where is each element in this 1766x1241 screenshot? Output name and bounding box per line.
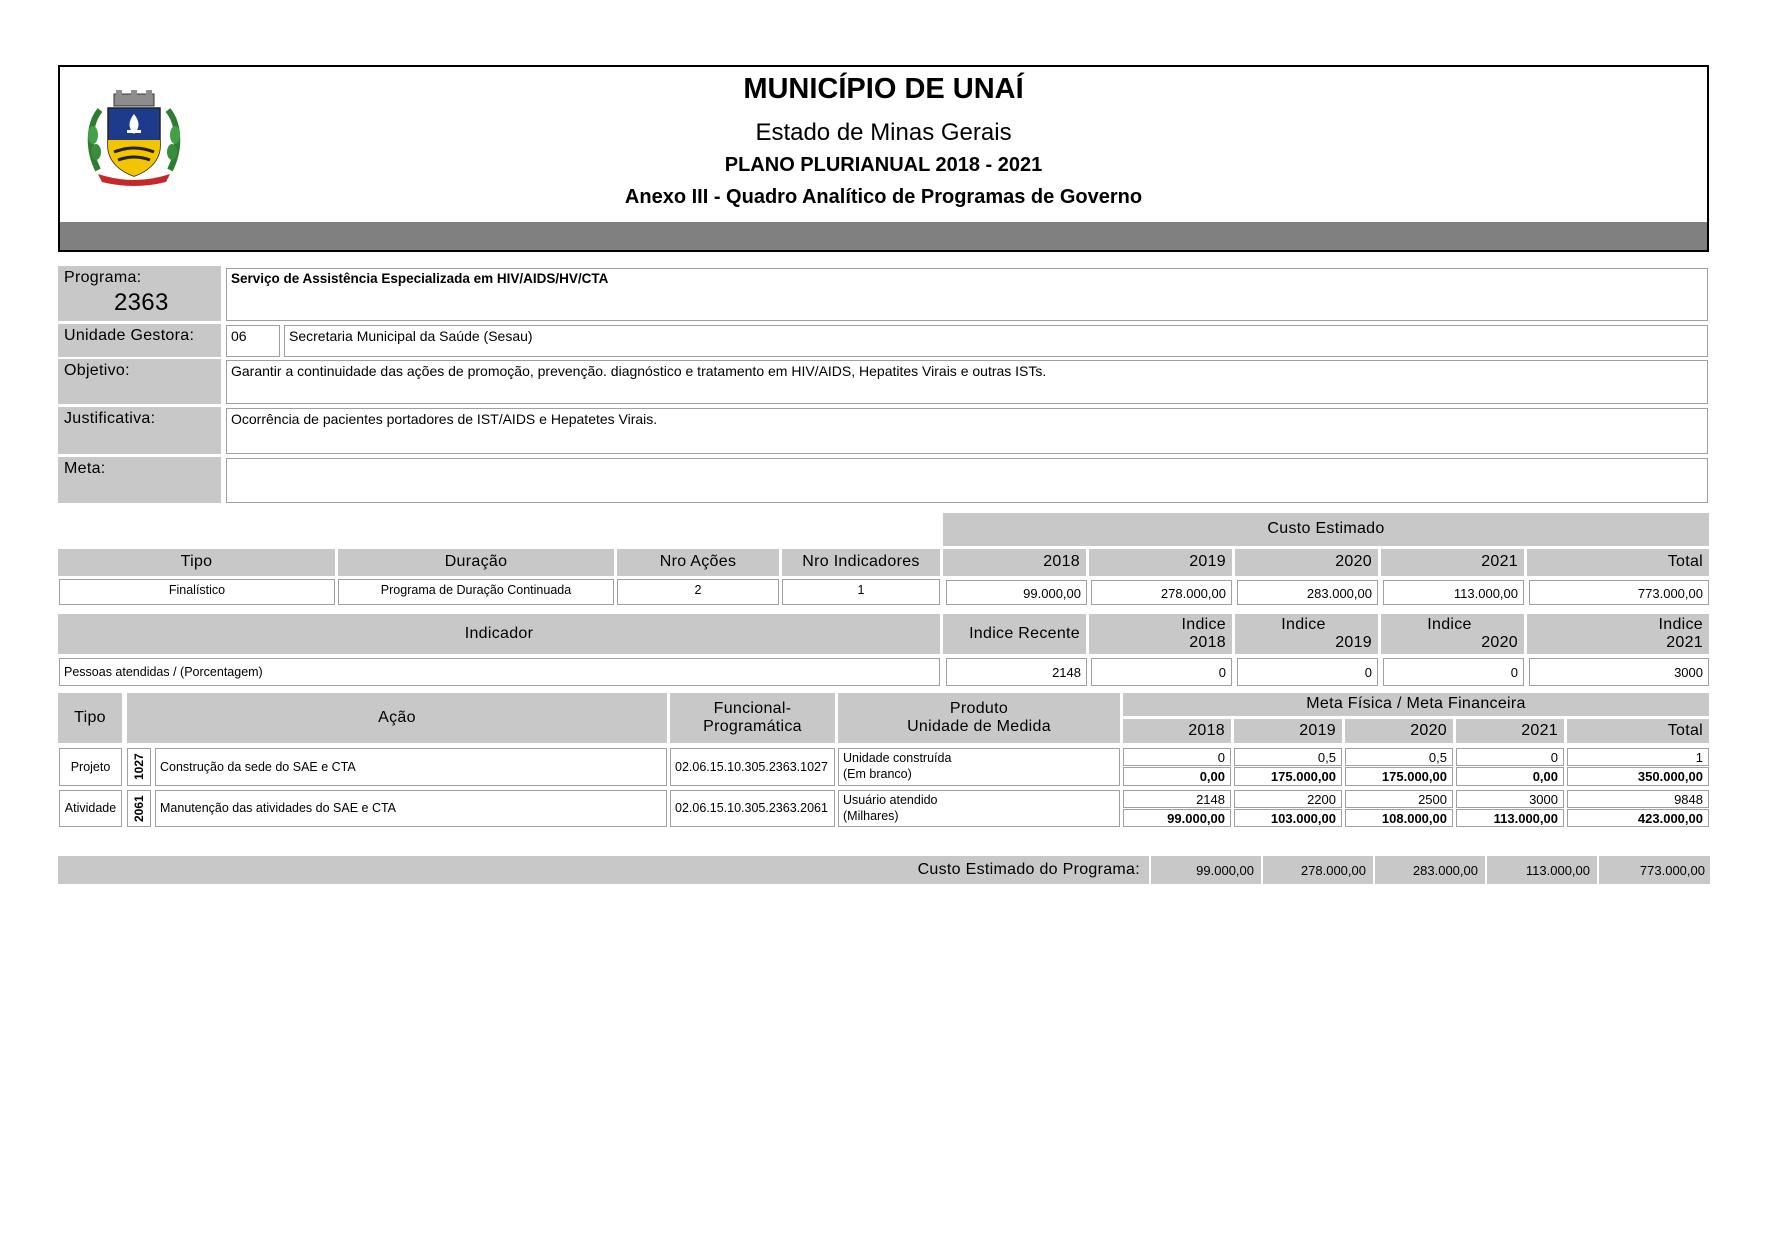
acao-produto-nome: Unidade construída <box>843 751 952 765</box>
indicador-recente: 2148 <box>946 658 1087 686</box>
col-indice-2021 <box>1527 614 1709 654</box>
indicador-nome: Pessoas atendidas / (Porcentagem) <box>59 658 940 686</box>
indicador-2018: 0 <box>1091 658 1232 686</box>
col-funcional <box>670 693 835 743</box>
acao-tipo: Atividade <box>59 790 122 827</box>
col-meta-total: Total <box>1567 719 1709 743</box>
col-acao: Ação <box>127 693 667 743</box>
acao-fis-2018: 0 <box>1123 748 1231 766</box>
col-tipo: Tipo <box>58 549 335 576</box>
acao-fis-2020: 2500 <box>1345 790 1453 808</box>
col-meta: Meta Física / Meta Financeira <box>1123 693 1709 716</box>
col-2019: 2019 <box>1089 549 1232 576</box>
col-produto-line1: Produto <box>949 699 1009 717</box>
objetivo-label: Objetivo: <box>58 359 221 404</box>
report-header <box>58 65 1709 252</box>
acao-fis-2019: 0,5 <box>1234 748 1342 766</box>
col-2021: 2021 <box>1381 549 1524 576</box>
plan-title: PLANO PLURIANUAL 2018 - 2021 <box>724 154 1043 176</box>
acao-fis-2020: 0,5 <box>1345 748 1453 766</box>
acao-funcional: 02.06.15.10.305.2363.2061 <box>670 790 835 827</box>
summary-duracao: Programa de Duração Continuada <box>338 579 614 605</box>
summary-tipo: Finalístico <box>59 579 335 605</box>
col-indice-2019 <box>1235 614 1378 654</box>
acao-nome: Manutenção das atividades do SAE e CTA <box>155 790 667 827</box>
col-funcional-line2: Programática <box>703 718 802 735</box>
custo-programa-total: 773.000,00 <box>1597 856 1710 884</box>
acao-funcional: 02.06.15.10.305.2363.1027 <box>670 748 835 786</box>
custo-programa-label: Custo Estimado do Programa: <box>917 860 1140 878</box>
programa-label: Programa: <box>64 269 142 286</box>
col-produto <box>838 693 1120 743</box>
indicador-2021: 3000 <box>1529 658 1709 686</box>
col-meta-2018: 2018 <box>1123 719 1231 743</box>
acao-fin-2021: 113.000,00 <box>1456 809 1564 827</box>
col-indice-2021-line1: Indice <box>1658 615 1703 633</box>
col-total: Total <box>1527 549 1709 576</box>
acao-fin-2020: 175.000,00 <box>1345 767 1453 786</box>
col-indice-2018-line1: Indice <box>1181 615 1226 633</box>
acao-nome: Construção da sede do SAE e CTA <box>155 748 667 786</box>
acao-fin-total: 350.000,00 <box>1567 767 1709 786</box>
acao-codigo: 1027 <box>127 748 151 786</box>
annex-title: Anexo III - Quadro Analítico de Programas de Governo <box>624 186 1143 208</box>
summary-2021: 113.000,00 <box>1383 580 1524 605</box>
col-indice-2020 <box>1381 614 1524 654</box>
acao-unidade: (Em branco) <box>843 766 912 781</box>
acao-produto-nome: Usuário atendido <box>843 793 938 807</box>
acao-fin-2018: 99.000,00 <box>1123 809 1231 827</box>
col-duracao: Duração <box>338 549 614 576</box>
col-indicador: Indicador <box>58 614 940 654</box>
municipality-title: MUNICÍPIO DE UNAÍ <box>743 73 1024 105</box>
acao-produto <box>838 748 1120 786</box>
col-indice-2018-line2: 2018 <box>1189 634 1226 651</box>
col-2020: 2020 <box>1235 549 1378 576</box>
col-acao-tipo: Tipo <box>58 693 122 743</box>
acao-fin-2020: 108.000,00 <box>1345 809 1453 827</box>
meta-text <box>226 458 1708 503</box>
summary-total: 773.000,00 <box>1529 580 1709 605</box>
custo-programa-2018: 99.000,00 <box>1149 856 1259 884</box>
acao-fin-2019: 175.000,00 <box>1234 767 1342 786</box>
unidade-label: Unidade Gestora: <box>58 324 221 357</box>
col-indice-2018 <box>1089 614 1232 654</box>
col-produto-line2: Unidade de Medida <box>907 718 1051 735</box>
acao-fin-2019: 103.000,00 <box>1234 809 1342 827</box>
col-indice-2021-line2: 2021 <box>1666 634 1703 651</box>
acao-fis-2019: 2200 <box>1234 790 1342 808</box>
col-2018: 2018 <box>943 549 1086 576</box>
programa-label-cell <box>58 266 221 321</box>
acao-fis-total: 9848 <box>1567 790 1709 808</box>
unidade-code: 06 <box>226 325 280 357</box>
objetivo-text: Garantir a continuidade das ações de promoção, prevenção. diagnóstico e tratamento em HIV/AIDS, Hepatites Virais e outras ISTs. <box>226 360 1708 404</box>
col-nro-indicadores: Nro Indicadores <box>782 549 940 576</box>
summary-2018: 99.000,00 <box>946 580 1087 605</box>
indicador-2020: 0 <box>1383 658 1524 686</box>
acao-produto <box>838 790 1120 827</box>
col-meta-2021: 2021 <box>1456 719 1564 743</box>
indicador-2019: 0 <box>1237 658 1378 686</box>
justificativa-text: Ocorrência de pacientes portadores de IST/AIDS e Hepatetes Virais. <box>226 408 1708 454</box>
acao-codigo: 2061 <box>127 790 151 827</box>
summary-2020: 283.000,00 <box>1237 580 1378 605</box>
programa-name: Serviço de Assistência Especializada em HIV/AIDS/HV/CTA <box>226 268 1708 321</box>
unidade-name: Secretaria Municipal da Saúde (Sesau) <box>284 325 1708 357</box>
custo-programa-2021: 113.000,00 <box>1485 856 1595 884</box>
acao-fin-2021: 0,00 <box>1456 767 1564 786</box>
acao-unidade: (Milhares) <box>843 808 899 823</box>
meta-label: Meta: <box>58 457 221 503</box>
col-meta-2020: 2020 <box>1345 719 1453 743</box>
col-indice-2020-line2: 2020 <box>1481 634 1518 651</box>
col-indice-2019-line1: Indice <box>1281 615 1326 633</box>
col-funcional-line1: Funcional- <box>713 699 792 717</box>
state-subtitle: Estado de Minas Gerais <box>755 119 1012 146</box>
custo-estimado-header: Custo Estimado <box>943 513 1709 546</box>
col-meta-2019: 2019 <box>1234 719 1342 743</box>
acao-fin-2018: 0,00 <box>1123 767 1231 786</box>
custo-programa-2020: 283.000,00 <box>1373 856 1483 884</box>
col-indice-recente: Indice Recente <box>943 614 1086 654</box>
justificativa-label: Justificativa: <box>58 407 221 454</box>
acao-fis-2021: 0 <box>1456 748 1564 766</box>
acao-tipo: Projeto <box>59 748 122 786</box>
summary-2019: 278.000,00 <box>1091 580 1232 605</box>
programa-code: 2363 <box>114 289 169 316</box>
acao-fis-2021: 3000 <box>1456 790 1564 808</box>
acao-fis-2018: 2148 <box>1123 790 1231 808</box>
col-indice-2019-line2: 2019 <box>1335 634 1372 651</box>
summary-nro-indicadores: 1 <box>782 579 940 605</box>
header-bar <box>60 222 1707 250</box>
acao-fin-total: 423.000,00 <box>1567 809 1709 827</box>
custo-programa-2019: 278.000,00 <box>1261 856 1371 884</box>
col-nro-acoes: Nro Ações <box>617 549 779 576</box>
acao-fis-total: 1 <box>1567 748 1709 766</box>
summary-nro-acoes: 2 <box>617 579 779 605</box>
coat-of-arms-icon <box>84 90 184 186</box>
col-indice-2020-line1: Indice <box>1427 615 1472 633</box>
